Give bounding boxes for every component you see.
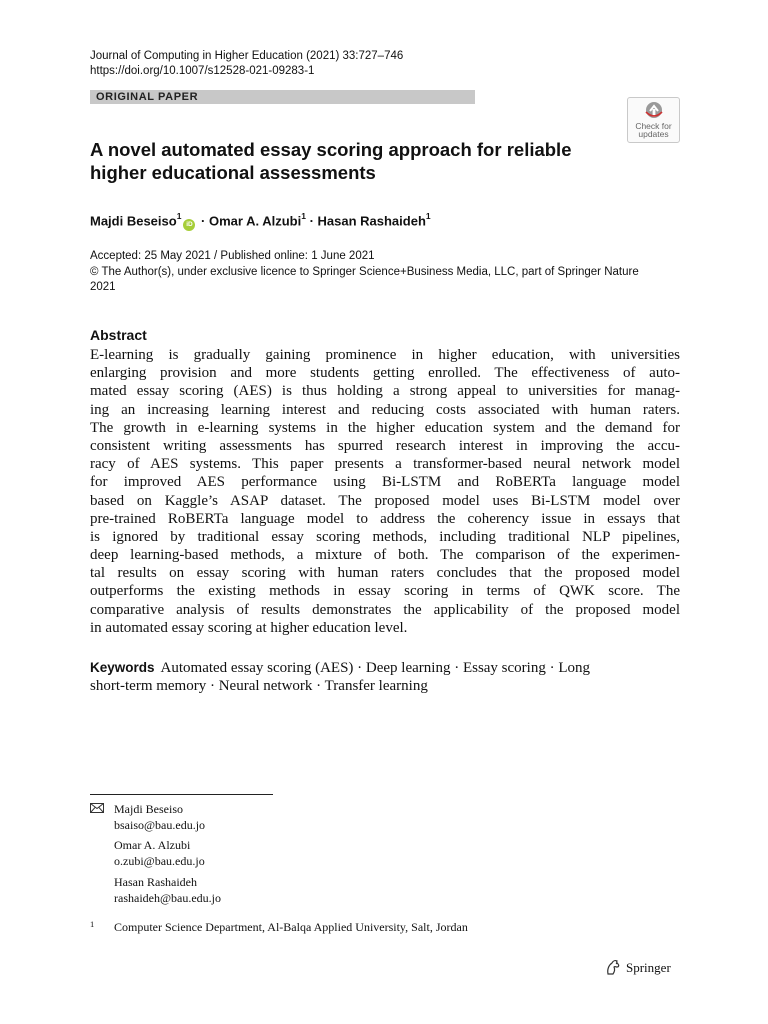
author-name: Majdi Beseiso — [90, 213, 177, 229]
abstract-line: in automated essay scoring at higher education level. — [90, 619, 408, 636]
abstract-line: tal results on essay scoring with human raters concludes that the proposed model — [90, 565, 680, 582]
springer-horse-icon — [605, 959, 622, 976]
contact-email[interactable]: o.zubi@bau.edu.jo — [114, 853, 205, 868]
author-separator: · — [305, 213, 318, 229]
abstract-line: The growth in e-learning systems in the higher education system and the demand for — [90, 419, 680, 436]
contact-email[interactable]: rashaideh@bau.edu.jo — [114, 890, 222, 905]
article-type-label: ORIGINAL PAPER — [96, 91, 199, 103]
abstract-line: enlarging provision and more students getting enrolled. The effectiveness of auto- — [90, 365, 680, 382]
contact-entry — [114, 838, 205, 869]
title-line: higher educational assessments — [90, 162, 376, 183]
abstract-line: is ignored by traditional essay scoring methods, including traditional NLP pipelines, — [90, 528, 680, 545]
article-type-bar — [90, 90, 475, 104]
abstract-line: for improved AES performance using Bi-LSTM and RoBERTa language model — [90, 474, 680, 491]
keywords-block — [90, 659, 590, 695]
contact-name: Majdi Beseiso — [114, 802, 183, 816]
author-affiliation-mark: 1 — [425, 211, 431, 221]
keywords-line: short-term memory · Neural network · Transfer learning — [90, 678, 428, 695]
abstract-line: E-learning is gradually gaining prominence in higher education, with universities — [90, 347, 680, 363]
keywords-line: Automated essay scoring (AES) · Deep learning · Essay scoring · Long — [160, 660, 591, 676]
contact-name: Hasan Rashaideh — [114, 875, 197, 889]
envelope-icon — [90, 803, 104, 813]
paper-title — [90, 138, 610, 184]
author-list — [90, 208, 431, 231]
contact-name: Omar A. Alzubi — [114, 838, 191, 852]
author-separator: · — [197, 213, 209, 229]
affiliation-number: 1 — [90, 919, 95, 929]
footnote-rule — [90, 794, 273, 795]
check-for-updates-icon — [645, 101, 663, 121]
doi-link[interactable]: https://doi.org/10.1007/s12528-021-09283-1 — [90, 64, 315, 77]
orcid-icon[interactable]: iD — [183, 219, 195, 231]
publication-dates — [90, 249, 639, 296]
keywords-label: Keywords — [90, 660, 155, 675]
journal-citation: Journal of Computing in Higher Education (2021) 33:727–746 — [90, 50, 404, 62]
contact-email[interactable]: bsaiso@bau.edu.jo — [114, 817, 206, 832]
check-updates-line2: updates — [638, 129, 669, 139]
abstract-line: deep learning-based methods, a mixture of both. The comparison of the experimen- — [90, 547, 680, 564]
abstract-line: mated essay scoring (AES) is thus holding a strong appeal to universities for manag- — [90, 383, 680, 400]
title-line: A novel automated essay scoring approach for reliable — [90, 139, 572, 160]
copyright-year: 2021 — [90, 281, 116, 293]
publisher-name: Springer — [626, 960, 671, 975]
check-for-updates-badge[interactable] — [627, 97, 680, 143]
abstract-body — [90, 346, 680, 637]
author-name: Hasan Rashaideh — [317, 213, 426, 229]
contact-entry — [114, 802, 205, 833]
abstract-line: pre-trained RoBERTa language model to address the coherency issue in essays that — [90, 510, 680, 527]
dates-line: Accepted: 25 May 2021 / Published online: 1 June 2021 — [90, 250, 375, 262]
affiliation-text: Computer Science Department, Al-Balqa Applied University, Salt, Jordan — [114, 920, 468, 934]
author-affiliation-mark: 1 — [301, 211, 306, 221]
abstract-heading: Abstract — [90, 327, 147, 343]
check-updates-line1: Check for — [635, 121, 672, 131]
abstract-line: based on Kaggle’s ASAP dataset. The proposed model uses Bi-LSTM model over — [90, 492, 680, 509]
author-name: Omar A. Alzubi — [209, 213, 302, 229]
abstract-line: comparative analysis of results demonstrates the applicability of the proposed model — [90, 601, 680, 618]
author-affiliation-mark: 1 — [176, 211, 182, 221]
abstract-line: outperforms the existing methods in essay scoring in terms of QWK score. The — [90, 583, 680, 600]
abstract-line: ing an increasing learning interest and reducing costs associated with human raters. — [90, 401, 680, 418]
copyright-line: © The Author(s), under exclusive licence to Springer Science+Business Media, LLC, part of Springer Nature — [90, 265, 639, 278]
abstract-line: consistent writing assessments has spurred research interest in improving the accu- — [90, 437, 680, 454]
contact-entry — [114, 875, 221, 906]
journal-header — [90, 49, 403, 78]
abstract-line: racy of AES systems. This paper presents a transformer-based neural network model — [90, 456, 680, 473]
